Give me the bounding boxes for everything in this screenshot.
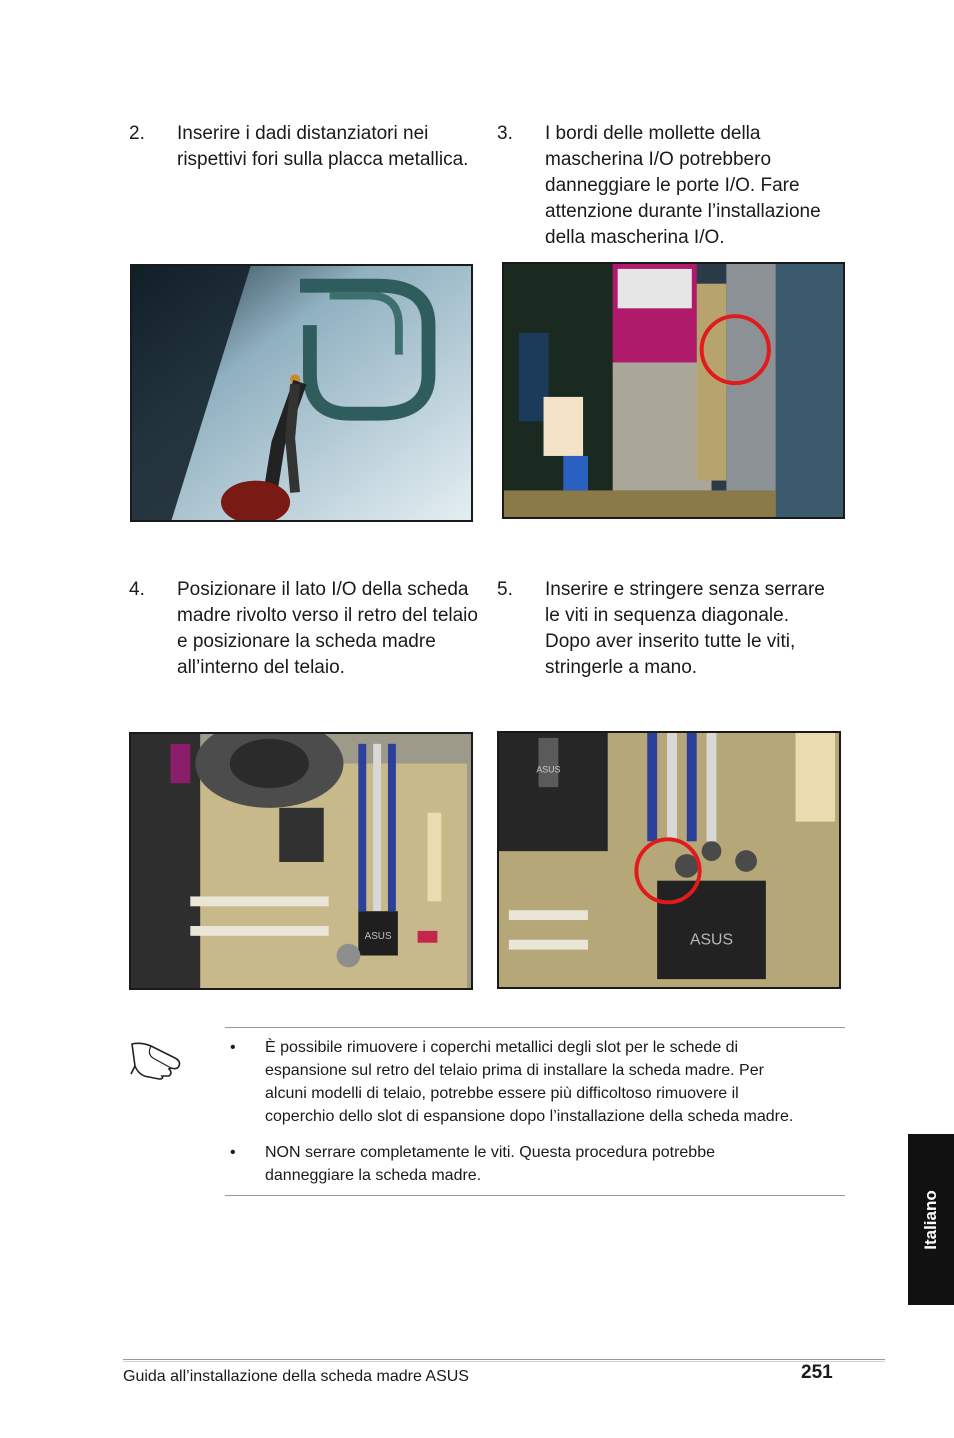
step-line: all’interno del telaio. — [177, 657, 345, 678]
photo-motherboard-in-chassis — [129, 732, 473, 990]
footer-title: Guida all’installazione della scheda madre ASUS — [123, 1368, 469, 1385]
footer-rule — [123, 1359, 885, 1362]
step-2 — [129, 121, 489, 177]
step-number: 3. — [497, 123, 513, 144]
bullet-line: alcuni modelli di telaio, potrebbe essere più difficoltoso rimuovere il — [265, 1085, 739, 1102]
bullet-text — [265, 1141, 845, 1187]
bullet-line: espansione sul retro del telaio prima di installare la scheda madre. Per — [265, 1062, 764, 1079]
step-line: della mascherina I/O. — [545, 227, 725, 248]
step-5 — [497, 577, 847, 685]
step-text — [545, 121, 821, 251]
step-line: attenzione durante l’installazione — [545, 201, 821, 222]
photo-io-shield — [502, 262, 845, 519]
step-line: I bordi delle mollette della — [545, 123, 761, 144]
step-line: Dopo aver inserito tutte le viti, — [545, 631, 796, 652]
step-line: Inserire e stringere senza serrare — [545, 579, 825, 600]
bullet-line: È possibile rimuovere i coperchi metallici degli slot per le schede di — [265, 1039, 739, 1056]
page-number: 251 — [801, 1362, 833, 1383]
note-bullet — [225, 1141, 845, 1187]
step-3 — [497, 121, 847, 255]
step-line: danneggiare le porte I/O. Fare — [545, 175, 800, 196]
bullet-text — [265, 1036, 845, 1128]
step-line: madre rivolto verso il retro del telaio — [177, 605, 478, 626]
photo-screws — [497, 731, 841, 989]
step-line: Inserire i dadi distanziatori nei — [177, 123, 429, 144]
bullet-dot: • — [230, 1144, 236, 1161]
step-line: stringerle a mano. — [545, 657, 698, 678]
note-top-rule — [225, 1027, 845, 1028]
note-bottom-rule — [225, 1195, 845, 1196]
asus-logo: ASUS — [536, 764, 561, 775]
step-line: e posizionare la scheda madre — [177, 631, 436, 652]
step-text — [177, 577, 478, 681]
bullet-line: danneggiare la scheda madre. — [265, 1167, 482, 1184]
step-text — [545, 577, 825, 681]
step-line: mascherina I/O potrebbero — [545, 149, 772, 170]
language-label: Italiano — [921, 1189, 940, 1250]
note-bullet — [225, 1036, 845, 1128]
language-side-tab — [908, 1134, 954, 1305]
bullet-line: NON serrare completamente le viti. Questa procedura potrebbe — [265, 1144, 715, 1161]
asus-logo: ASUS — [689, 931, 734, 949]
photo-standoff-pliers — [130, 264, 473, 522]
step-line: rispettivi fori sulla placca metallica. — [177, 149, 469, 170]
step-line: le viti in sequenza diagonale. — [545, 605, 790, 626]
step-number: 4. — [129, 579, 145, 600]
step-4 — [129, 577, 491, 685]
step-number: 2. — [129, 123, 145, 144]
step-number: 5. — [497, 579, 513, 600]
asus-logo: ASUS — [364, 930, 392, 942]
hand-pointing-icon — [129, 1036, 187, 1080]
bullet-line: coperchio dello slot di espansione dopo l’installazione della scheda madre. — [265, 1108, 794, 1125]
bullet-dot: • — [230, 1039, 236, 1056]
step-text — [177, 121, 468, 173]
step-line: Posizionare il lato I/O della scheda — [177, 579, 469, 600]
